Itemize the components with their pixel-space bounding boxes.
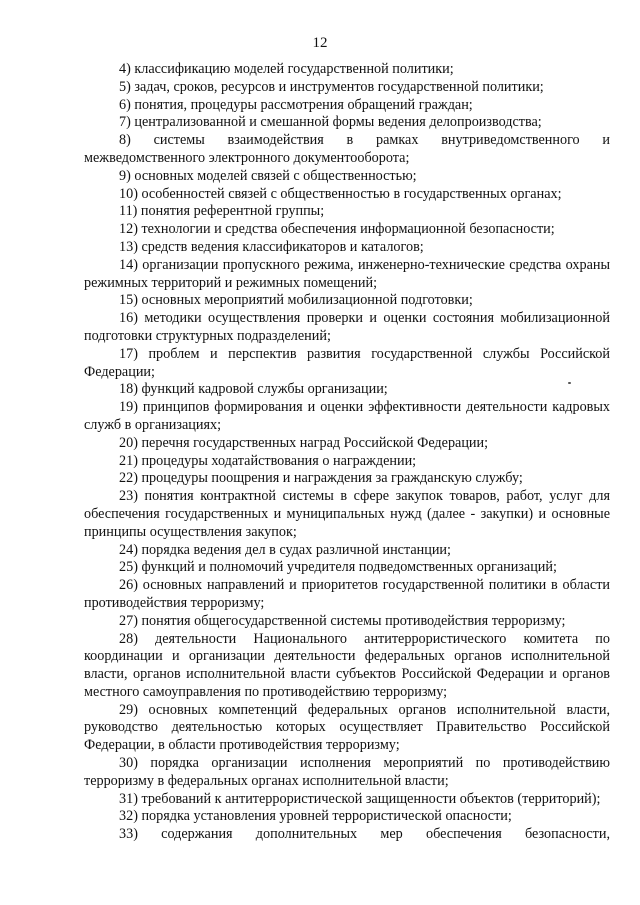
list-item: 31) требований к антитеррористической защищенности объектов (территорий); bbox=[119, 790, 601, 807]
list-item: 13) средств ведения классификаторов и каталогов; bbox=[119, 238, 424, 255]
list-item: 20) перечня государственных наград Российской Федерации; bbox=[119, 434, 489, 451]
list-item: 23) понятия контрактной системы в сфере закупок товаров, работ, услуг для обеспечения государственных и муниципальных нужд (далее - закупки) и основные принципы осуществления закупок; bbox=[84, 488, 610, 540]
list-item: 19) принципов формирования и оценки эффективности деятельности кадровых служб в организациях; bbox=[84, 399, 610, 433]
list-item: 10) особенностей связей с общественностью в государственных органах; bbox=[119, 185, 562, 202]
list-item: 27) понятия общегосударственной системы противодействия терроризму; bbox=[119, 612, 566, 629]
list-item: 33) содержания дополнительных мер обеспечения безопасности, bbox=[119, 826, 610, 843]
list-item: 18) функций кадровой службы организации; bbox=[119, 381, 388, 398]
list-item: 14) организации пропускного режима, инженерно-технические средства охраны режимных территорий и режимных помещений; bbox=[84, 256, 610, 291]
list-item: 7) централизованной и смешанной формы ведения делопроизводства; bbox=[119, 114, 542, 131]
list-item: 25) функций и полномочий учредителя подведомственных организаций; bbox=[119, 559, 557, 576]
list-item: 6) понятия, процедуры рассмотрения обращений граждан; bbox=[119, 96, 473, 113]
list-item: 21) процедуры ходатайствования о награждении; bbox=[119, 452, 417, 469]
list-item: 8) системы взаимодействия в рамках внутриведомственного и межведомственного электронного документооборота; bbox=[84, 132, 610, 166]
scan-speck bbox=[568, 382, 571, 384]
list-item: 28) деятельности Национального антитеррористического комитета по координации и организации деятельности федеральных органов исполнительной власти, органов исполнительной власти субъектов Российской Федерации и органов местного самоуправления по противодействию терроризму; bbox=[84, 630, 610, 700]
page-number: 12 bbox=[312, 35, 328, 51]
list-item: 11) понятия референтной группы; bbox=[119, 203, 325, 220]
list-item: 22) процедуры поощрения и награждения за гражданскую службу; bbox=[119, 470, 523, 487]
list-item: 17) проблем и перспектив развития государственной службы Российской Федерации; bbox=[84, 345, 610, 380]
list-item: 16) методики осуществления проверки и оценки состояния мобилизационной подготовки структурных подразделений; bbox=[84, 310, 610, 344]
list-item: 15) основных мероприятий мобилизационной подготовки; bbox=[119, 292, 473, 309]
list-item: 4) классификацию моделей государственной политики; bbox=[119, 61, 454, 77]
list-item: 29) основных компетенций федеральных органов исполнительной власти, руководство деятельностью которых осуществляет Правительство Российской Федерации, в области противодействия терроризму; bbox=[84, 701, 610, 754]
list-item: 9) основных моделей связей с общественностью; bbox=[119, 167, 417, 184]
list-item: 5) задач, сроков, ресурсов и инструментов государственной политики; bbox=[119, 78, 544, 95]
list-item: 26) основных направлений и приоритетов государственной политики в области противодействия терроризму; bbox=[84, 577, 610, 611]
list-item: 32) порядка установления уровней террористической опасности; bbox=[119, 808, 512, 825]
enumerated-list bbox=[84, 61, 610, 844]
list-item: 30) порядка организации исполнения мероприятий по противодействию терроризму в федеральных органах исполнительной власти; bbox=[84, 755, 610, 789]
list-item: 24) порядка ведения дел в судах различной инстанции; bbox=[119, 541, 451, 558]
list-item: 12) технологии и средства обеспечения информационной безопасности; bbox=[119, 221, 555, 238]
